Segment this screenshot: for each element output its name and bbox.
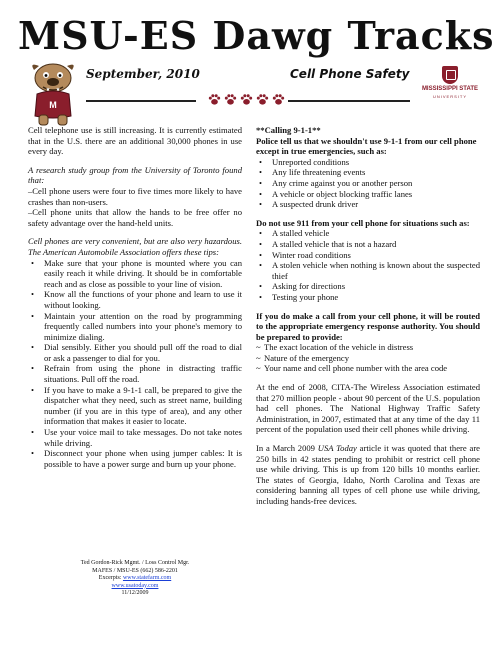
usatoday-link[interactable]: www.usatoday.com [111, 582, 159, 589]
usa-today-title: USA Today [317, 443, 357, 454]
paw-icon [256, 93, 269, 106]
provide-item: ~ Your name and cell phone number with the area code [256, 363, 480, 374]
paw-icon [208, 93, 221, 106]
calling-heading: **Calling 9-1-1** [256, 125, 321, 135]
msu-shield-icon [442, 66, 458, 84]
non-emergency-item: • A stalled vehicle [256, 228, 480, 239]
do-not-heading: Do not use 911 from your cell phone for situations such as: [256, 217, 470, 228]
tip-item: • Disconnect your phone when using jumper cables: It is possible to have a power surge and burn up your phone. [28, 448, 242, 469]
organization-line: MAFES / MSU-ES (662) 586-2201 [92, 567, 178, 574]
intro-paragraph: Cell telephone use is still increasing. It is currently estimated that in the U.S. there are an additional 30,000 phones in use every day. [28, 125, 242, 157]
header-rule-right [288, 100, 410, 102]
non-emergency-item: • A stalled vehicle that is not a hazard [256, 239, 480, 250]
ctia-paragraph: At the end of 2008, CITA-The Wireless Association estimated that 270 million people - about 90 percent of the U.S. population had cell phones. The National Highway Traffic Safety Administration, in 2007, estimated that at any time of the day 11 percent of the population used their cell phones while driving. [256, 382, 480, 435]
paw-icon [224, 93, 237, 106]
emergency-item: • A suspected drunk driver [256, 199, 480, 210]
left-column [28, 125, 242, 477]
non-emergency-list [256, 228, 480, 302]
study-heading: A research study group from the University of Toronto found that: [28, 164, 242, 186]
tip-item: • Use your voice mail to take messages. Do not take notes while driving. [28, 427, 242, 448]
tip-item: • Maintain your attention on the road by programming frequently called numbers into your phone's memory to minimize dialing. [28, 311, 242, 343]
study-finding: –Cell phone users were four to five times more likely to have crashes than non-users. [28, 185, 242, 207]
bulldog-icon [25, 60, 81, 128]
tip-item: • Make sure that your phone is mounted where you can easily reach it while driving. It should be in comfortable reach and as close as possible to your line of vision. [28, 258, 242, 290]
tip-item: • Know all the functions of your phone and learn to use it without looking. [28, 289, 242, 310]
excerpts-line [40, 575, 230, 583]
footer-date: 11/12/2009 [121, 590, 149, 596]
usa-today-intro: In a March 2009 [256, 443, 318, 454]
issue-date: September, 2010 [86, 67, 200, 81]
provide-item: ~ Nature of the emergency [256, 353, 480, 364]
excerpts-label: Excerpts: [98, 575, 122, 581]
emergency-item: • A vehicle or object blocking traffic lanes [256, 189, 480, 200]
statefarm-link[interactable]: www.statefarm.com [122, 575, 172, 581]
study-finding: –Cell phone units that allow the hands to be free offer no safety advantage over the hand-held units. [28, 207, 242, 228]
header-rule-left [86, 100, 196, 102]
usa-today-paragraph [256, 443, 480, 507]
provide-list [256, 342, 480, 374]
newsletter-title: MSU-ES Dawg Tracks [18, 13, 495, 58]
right-column [256, 125, 480, 515]
non-emergency-item: • Asking for directions [256, 281, 480, 292]
emergency-item: • Any life threatening events [256, 167, 480, 178]
paw-icon [240, 93, 253, 106]
emergency-list [256, 157, 480, 210]
author-line: Ted Gordon-Rick Mgmt. / Loss Control Mgr. [80, 560, 190, 566]
tip-item: • Refrain from using the phone in distracting traffic situations. Pull off the road. [28, 363, 242, 384]
tips-list [28, 258, 242, 470]
tip-item: • If you have to make a 9-1-1 call, be prepared to give the dispatcher what they need, such as street name, building number (if you are in this type of area), and any other information that makes it easier to locate. [28, 385, 242, 427]
non-emergency-item: • A stolen vehicle when nothing is known about the suspected thief [256, 260, 480, 281]
tip-item: • Dial sensibly. Either you should pull off the road to dial or ask a passenger to dial for you. [28, 342, 242, 363]
author-footer [40, 560, 230, 598]
emergency-item: • Any crime against you or another person [256, 178, 480, 189]
paw-icon [272, 93, 285, 106]
svg-text:M: M [49, 100, 57, 110]
tips-heading: Cell phones are very convenient, but are also very hazardous. The American Automobile Association offers these tips: [28, 236, 242, 257]
non-emergency-item: • Winter road conditions [256, 250, 480, 261]
issue-subject: Cell Phone Safety [290, 67, 410, 81]
emergency-item: • Unreported conditions [256, 157, 480, 168]
msu-logo-line1: MISSISSIPPI STATE [421, 86, 479, 92]
non-emergency-item: • Testing your phone [256, 292, 480, 303]
msu-logo-line2: UNIVERSITY [432, 94, 467, 99]
msu-logo [420, 66, 480, 106]
provide-item: ~ The exact location of the vehicle in distress [256, 342, 480, 353]
call-heading: If you do make a call from your cell phone, it will be routed to the appropriate emergency response authority. You should be prepared to provide: [256, 310, 480, 342]
police-heading: Police tell us that we shouldn't use 9-1-1 from our cell phone except in true emergencies, such as: [256, 135, 477, 157]
usa-today-body: article it was quoted that there are 250 bills in 42 states pending to prohibit or restrict cell phone use while driving. This is up from 120 bills 10 months earlier. The states of Georgia, Idaho, North Carolina and Texas are considering banning all types of cell phone use while driving, including hands-free devices. [256, 443, 480, 506]
